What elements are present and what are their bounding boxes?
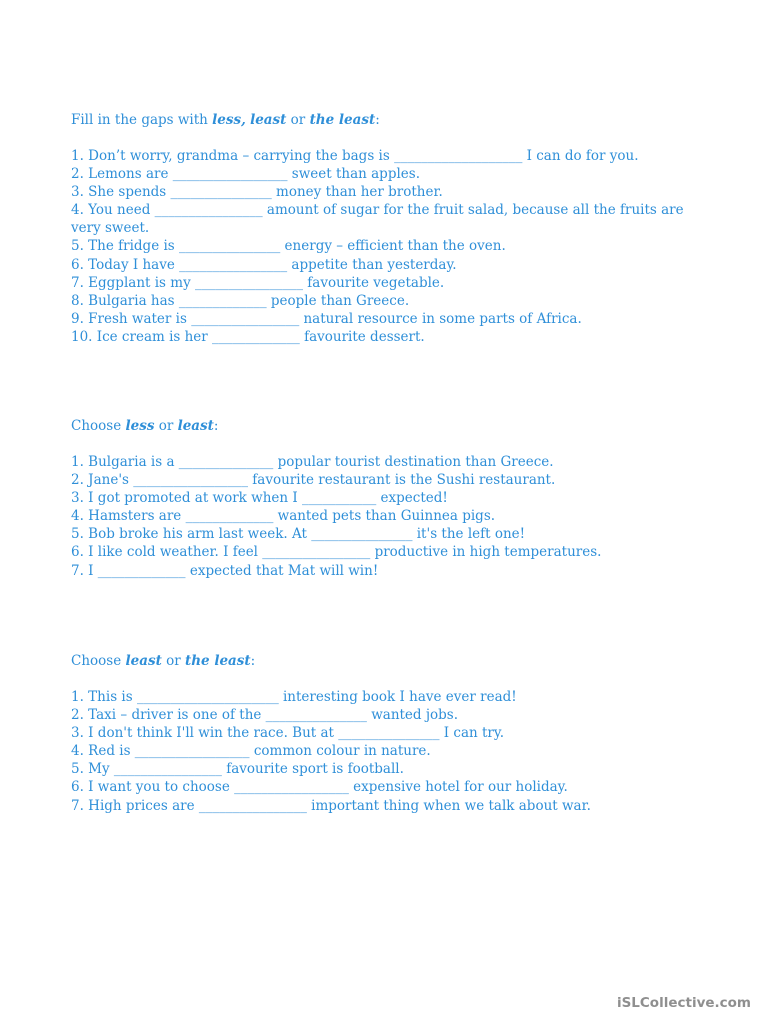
exercise-list-1 <box>71 147 708 346</box>
exercise-list-2 <box>71 453 708 580</box>
exercise-item: 3. I don't think I'll win the race. But at _______________ I can try. <box>71 725 505 742</box>
exercise-item: 2. Jane's _________________ favourite restaurant is the Sushi restaurant. <box>71 472 556 489</box>
exercise-item: 6. I like cold weather. I feel ________________ productive in high temperatures. <box>71 544 602 561</box>
exercise-section-2 <box>71 417 708 580</box>
exercise-item: 4. Hamsters are _____________ wanted pets than Guinnea pigs. <box>71 508 496 525</box>
instruction-text: Choose <box>71 653 126 669</box>
instruction-text: or <box>161 653 185 669</box>
keyword-less: less <box>125 418 155 434</box>
exercise-item: 4. You need ________________ amount of sugar for the fruit salad, because all the fruits are very sweet. <box>71 202 684 237</box>
site-watermark: iSLCollective.com <box>616 995 751 1011</box>
exercise-item: 10. Ice cream is her _____________ favourite dessert. <box>71 328 425 345</box>
exercise-item: 7. High prices are ________________ important thing when we talk about war. <box>71 797 591 814</box>
instruction-text: Choose <box>71 418 126 434</box>
exercise-item: 5. Bob broke his arm last week. At _______________ it's the left one! <box>71 526 526 543</box>
keyword-the-least: the least <box>309 112 376 128</box>
exercise-item: 1. Don’t worry, grandma – carrying the bags is ___________________ I can do for you. <box>71 148 639 164</box>
exercise-section-1 <box>71 111 708 346</box>
exercise-item: 1. Bulgaria is a ______________ popular tourist destination than Greece. <box>71 454 554 470</box>
instruction-3 <box>71 652 708 670</box>
exercise-item: 2. Lemons are _________________ sweet than apples. <box>71 166 420 183</box>
exercise-item: 8. Bulgaria has _____________ people than Greece. <box>71 292 410 309</box>
keyword-the-least: the least <box>184 653 251 669</box>
instruction-2 <box>71 417 708 435</box>
exercise-item: 6. Today I have ________________ appetite than yesterday. <box>71 256 457 273</box>
exercise-item: 7. Eggplant is my ________________ favourite vegetable. <box>71 274 445 291</box>
keyword-least: least <box>250 112 287 128</box>
instruction-text: : <box>250 653 256 669</box>
instruction-text: or <box>154 418 178 434</box>
instruction-text: : <box>375 112 380 128</box>
exercise-section-3 <box>71 652 708 815</box>
exercise-item: 4. Red is _________________ common colour in nature. <box>71 743 431 760</box>
instruction-text: Fill in the gaps with <box>71 112 213 128</box>
exercise-item: 3. I got promoted at work when I ___________ expected! <box>71 490 448 507</box>
exercise-item: 7. I _____________ expected that Mat will win! <box>71 562 379 579</box>
exercise-item: 2. Taxi – driver is one of the _______________ wanted jobs. <box>71 707 459 724</box>
exercise-item: 5. My ________________ favourite sport is football. <box>71 761 404 778</box>
keyword-least: least <box>177 418 214 434</box>
keyword-least: least <box>125 653 162 669</box>
exercise-item: 9. Fresh water is ________________ natural resource in some parts of Africa. <box>71 310 582 327</box>
exercise-item: 3. She spends _______________ money than her brother. <box>71 184 443 201</box>
exercise-item: 1. This is _____________________ interesting book I have ever read! <box>71 689 517 705</box>
exercise-item: 6. I want you to choose _________________ expensive hotel for our holiday. <box>71 779 568 796</box>
instruction-text: or <box>286 112 310 128</box>
instruction-text: : <box>213 418 219 434</box>
instruction-1 <box>71 111 708 129</box>
exercise-item: 5. The fridge is _______________ energy – efficient than the oven. <box>71 238 506 255</box>
keyword-less: less, <box>212 112 246 128</box>
exercise-list-3 <box>71 688 708 815</box>
